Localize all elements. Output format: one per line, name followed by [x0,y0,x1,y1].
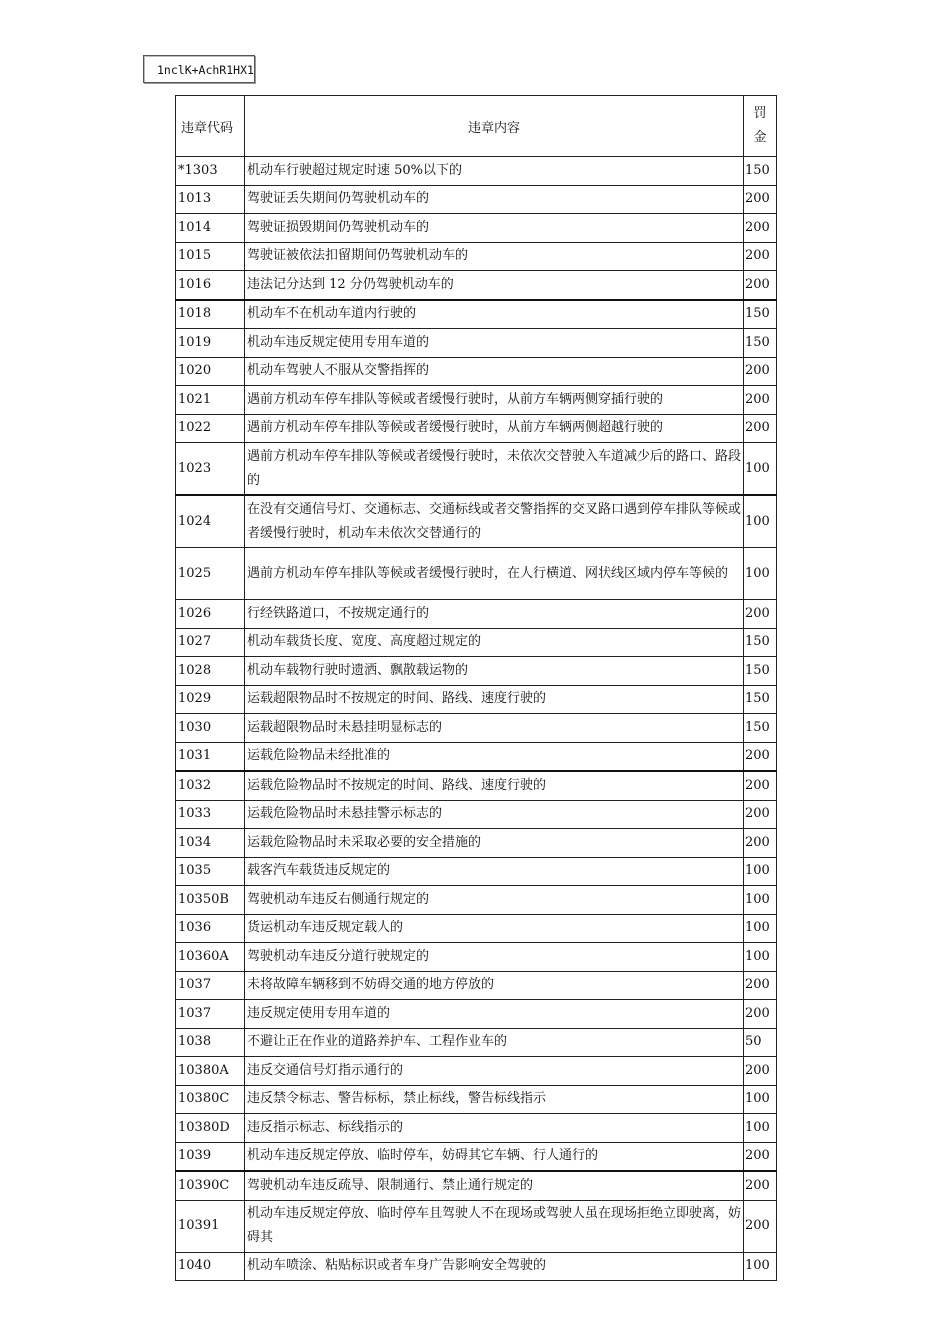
row-fine: 100 [744,914,777,943]
row-code: 10390C [176,1171,245,1200]
row-code: 1021 [176,386,245,415]
row-code: 1030 [176,714,245,743]
row-content: 运载危险物品时未采取必要的安全措施的 [245,829,744,858]
row-fine: 150 [744,714,777,743]
row-content: 未将故障车辆移到不妨碍交通的地方停放的 [245,971,744,1000]
row-fine: 100 [744,1252,777,1281]
row-fine: 50 [744,1028,777,1057]
row-content: 驾驶证被依法扣留期间仍驾驶机动车的 [245,242,744,271]
table-row [176,1252,777,1281]
row-content: 运载危险物品未经批准的 [245,742,744,771]
row-code: 1039 [176,1142,245,1171]
row-content: 违反规定使用专用车道的 [245,1000,744,1029]
row-fine: 100 [744,443,777,496]
row-fine: 200 [744,271,777,300]
row-content: 驾驶证丢失期间仍驾驶机动车的 [245,185,744,214]
row-content: 行经铁路道口，不按规定通行的 [245,600,744,629]
row-content: 违反禁令标志、警告标标，禁止标线，警告标线指示 [245,1085,744,1114]
row-content: 机动车违反规定停放、临时停车且驾驶人不在现场或驾驶人虽在现场拒绝立即驶离，妨碍其 [245,1200,744,1252]
row-code: 1013 [176,185,245,214]
header-fine-line1: 罚 [753,106,767,121]
row-fine: 200 [744,357,777,386]
row-fine: 200 [744,414,777,443]
table-body [176,157,777,1281]
table-row [176,548,777,600]
row-fine: 200 [744,771,777,800]
row-code: 1026 [176,600,245,629]
row-fine: 200 [744,1142,777,1171]
table-row [176,1142,777,1171]
table-row [176,1171,777,1200]
row-content: 机动车不在机动车道内行驶的 [245,300,744,329]
row-content: 在没有交通信号灯、交通标志、交通标线或者交警指挥的交叉路口遇到停车排队等候或者缓慢行驶时，机动车未依次交替通行的 [245,495,744,548]
row-content: 运载超限物品时不按规定的时间、路线、速度行驶的 [245,685,744,714]
header-fine-line2: 金 [753,130,767,145]
row-content: 驾驶机动车违反疏导、限制通行、禁止通行规定的 [245,1171,744,1200]
table-row [176,157,777,186]
table-row [176,271,777,300]
row-content: 驾驶机动车违反分道行驶规定的 [245,943,744,972]
row-fine: 200 [744,1057,777,1086]
row-content: 运载危险物品时不按规定的时间、路线、速度行驶的 [245,771,744,800]
row-code: 1015 [176,242,245,271]
row-fine: 200 [744,800,777,829]
row-fine: 100 [744,886,777,915]
row-code: 1023 [176,443,245,496]
table-row [176,1028,777,1057]
row-fine: 200 [744,600,777,629]
row-content: 机动车违反规定使用专用车道的 [245,329,744,358]
row-content: 运载超限物品时未悬挂明显标志的 [245,714,744,743]
row-content: 机动车驾驶人不服从交警指挥的 [245,357,744,386]
table-row [176,1057,777,1086]
row-fine: 150 [744,329,777,358]
row-fine: 200 [744,1000,777,1029]
row-content: 遇前方机动车停车排队等候或者缓慢行驶时，从前方车辆两侧超越行驶的 [245,414,744,443]
row-fine: 100 [744,1085,777,1114]
table-header-row [176,96,777,157]
row-code: 1037 [176,971,245,1000]
row-code: 10391 [176,1200,245,1252]
row-content: 载客汽车载货违反规定的 [245,857,744,886]
table-row [176,1000,777,1029]
table-row [176,242,777,271]
row-code: *1303 [176,157,245,186]
row-code: 1019 [176,329,245,358]
table-row [176,600,777,629]
table-row [176,628,777,657]
row-content: 违法记分达到 12 分仍驾驶机动车的 [245,271,744,300]
row-code: 1025 [176,548,245,600]
row-code: 1016 [176,271,245,300]
table-row [176,495,777,548]
row-code: 1027 [176,628,245,657]
header-code: 违章代码 [176,96,245,157]
table-row [176,914,777,943]
row-code: 1037 [176,1000,245,1029]
row-code: 1020 [176,357,245,386]
table-row [176,300,777,329]
row-code: 1031 [176,742,245,771]
row-code: 1024 [176,495,245,548]
table-row [176,214,777,243]
row-code: 1036 [176,914,245,943]
row-code: 1034 [176,829,245,858]
table-row [176,329,777,358]
row-content: 机动车载货长度、宽度、高度超过规定的 [245,628,744,657]
row-content: 遇前方机动车停车排队等候或者缓慢行驶时，从前方车辆两侧穿插行驶的 [245,386,744,415]
row-content: 运载危险物品时未悬挂警示标志的 [245,800,744,829]
table-row [176,857,777,886]
row-code: 1035 [176,857,245,886]
row-fine: 150 [744,657,777,686]
row-code: 10380C [176,1085,245,1114]
row-content: 遇前方机动车停车排队等候或者缓慢行驶时，在人行横道、网状线区域内停车等候的 [245,548,744,600]
row-fine: 200 [744,1200,777,1252]
row-code: 1018 [176,300,245,329]
row-fine: 200 [744,971,777,1000]
header-content: 违章内容 [245,96,744,157]
table-row [176,657,777,686]
table-row [176,414,777,443]
row-content: 不避让正在作业的道路养护车、工程作业车的 [245,1028,744,1057]
row-content: 机动车违反规定停放、临时停车，妨碍其它车辆、行人通行的 [245,1142,744,1171]
row-code: 1038 [176,1028,245,1057]
violation-fines-table [175,95,777,1281]
table-row [176,685,777,714]
table-row [176,1114,777,1143]
row-content: 驾驶证损毁期间仍驾驶机动车的 [245,214,744,243]
row-code: 1014 [176,214,245,243]
row-code: 1033 [176,800,245,829]
row-code: 10350B [176,886,245,915]
row-fine: 200 [744,829,777,858]
row-fine: 200 [744,1171,777,1200]
row-fine: 100 [744,943,777,972]
document-code-box: 1nclK+AchR1HX1 [143,55,255,83]
table-row [176,829,777,858]
header-fine [744,96,777,157]
table-row [176,443,777,496]
table-row [176,714,777,743]
row-fine: 200 [744,242,777,271]
row-fine: 150 [744,300,777,329]
row-content: 违反指示标志、标线指示的 [245,1114,744,1143]
row-fine: 200 [744,185,777,214]
row-fine: 150 [744,628,777,657]
row-code: 1029 [176,685,245,714]
table-row [176,742,777,771]
row-code: 1028 [176,657,245,686]
table-row [176,943,777,972]
table-row [176,185,777,214]
row-fine: 200 [744,386,777,415]
row-content: 货运机动车违反规定载人的 [245,914,744,943]
table-row [176,1200,777,1252]
row-fine: 100 [744,495,777,548]
row-fine: 100 [744,548,777,600]
table-row [176,971,777,1000]
row-content: 机动车喷涂、粘贴标识或者车身广告影响安全驾驶的 [245,1252,744,1281]
table-row [176,1085,777,1114]
table-row [176,771,777,800]
row-code: 10380D [176,1114,245,1143]
row-code: 10380A [176,1057,245,1086]
row-content: 遇前方机动车停车排队等候或者缓慢行驶时，未依次交替驶入车道减少后的路口、路段的 [245,443,744,496]
row-code: 1022 [176,414,245,443]
row-content: 机动车行驶超过规定时速 50%以下的 [245,157,744,186]
row-content: 违反交通信号灯指示通行的 [245,1057,744,1086]
table-row [176,357,777,386]
row-content: 机动车载物行驶时遗洒、飘散载运物的 [245,657,744,686]
row-code: 1032 [176,771,245,800]
table-row [176,386,777,415]
row-fine: 200 [744,742,777,771]
row-code: 10360A [176,943,245,972]
table-row [176,800,777,829]
row-fine: 100 [744,857,777,886]
row-fine: 150 [744,157,777,186]
row-code: 1040 [176,1252,245,1281]
table-row [176,886,777,915]
row-fine: 150 [744,685,777,714]
row-fine: 100 [744,1114,777,1143]
row-fine: 200 [744,214,777,243]
row-content: 驾驶机动车违反右侧通行规定的 [245,886,744,915]
